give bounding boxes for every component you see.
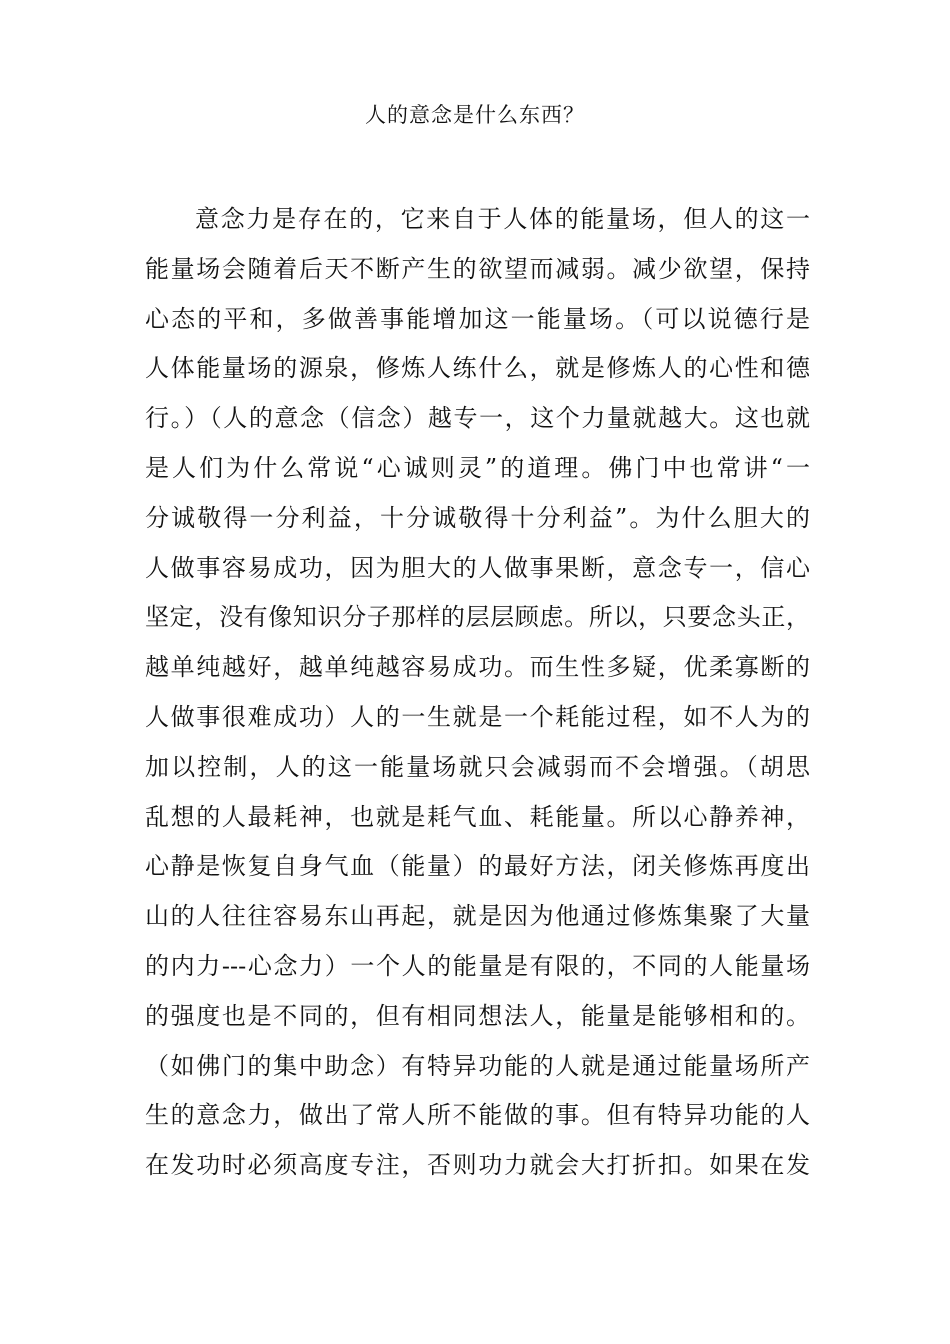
body-line: 坚定，没有像知识分子那样的层层顾虑。所以，只要念头正，: [145, 603, 810, 632]
document-title: 人的意念是什么东西？: [365, 103, 585, 127]
body-line: 意念力是存在的，它来自于人体的能量场，但人的这一: [195, 205, 810, 233]
body-line: 在发功时必须高度专注，否则功力就会大打折扣。如果在发: [145, 1151, 810, 1180]
body-line: 是人们为什么常说“心诚则灵”的道理。佛门中也常讲“一: [145, 453, 810, 482]
body-line: 人体能量场的源泉，修炼人练什么，就是修炼人的心性和德: [145, 354, 810, 383]
body-line: 人做事容易成功，因为胆大的人做事果断，意念专一，信心: [145, 553, 810, 582]
body-line: 越单纯越好，越单纯越容易成功。而生性多疑，优柔寡断的: [145, 653, 810, 682]
body-line: 乱想的人最耗神，也就是耗气血、耗能量。所以心静养神，: [145, 802, 810, 831]
body-line: 行。）（人的意念（信念）越专一，这个力量就越大。这也就: [145, 404, 810, 433]
document-body: [145, 195, 810, 1191]
body-line: 心静是恢复自身气血（能量）的最好方法，闭关修炼再度出: [145, 852, 810, 881]
body-line: 心态的平和，多做善事能增加这一能量场。（可以说德行是: [145, 304, 810, 333]
body-line: 能量场会随着后天不断产生的欲望而减弱。减少欲望，保持: [145, 254, 810, 283]
body-line: 分诚敬得一分利益，十分诚敬得十分利益”。为什么胆大的: [145, 503, 810, 532]
body-line: 加以控制，人的这一能量场就只会减弱而不会增强。（胡思: [145, 752, 810, 781]
body-line: 山的人往往容易东山再起，就是因为他通过修炼集聚了大量: [145, 902, 810, 931]
body-line: 的强度也是不同的，但有相同想法人，能量是能够相和的。: [145, 1001, 810, 1030]
body-line: 生的意念力，做出了常人所不能做的事。但有特异功能的人: [145, 1101, 810, 1130]
body-line: 的内力---心念力）一个人的能量是有限的，不同的人能量场: [145, 951, 810, 980]
body-line: （如佛门的集中助念）有特异功能的人就是通过能量场所产: [145, 1051, 810, 1080]
body-line: 人做事很难成功）人的一生就是一个耗能过程，如不人为的: [145, 702, 810, 731]
